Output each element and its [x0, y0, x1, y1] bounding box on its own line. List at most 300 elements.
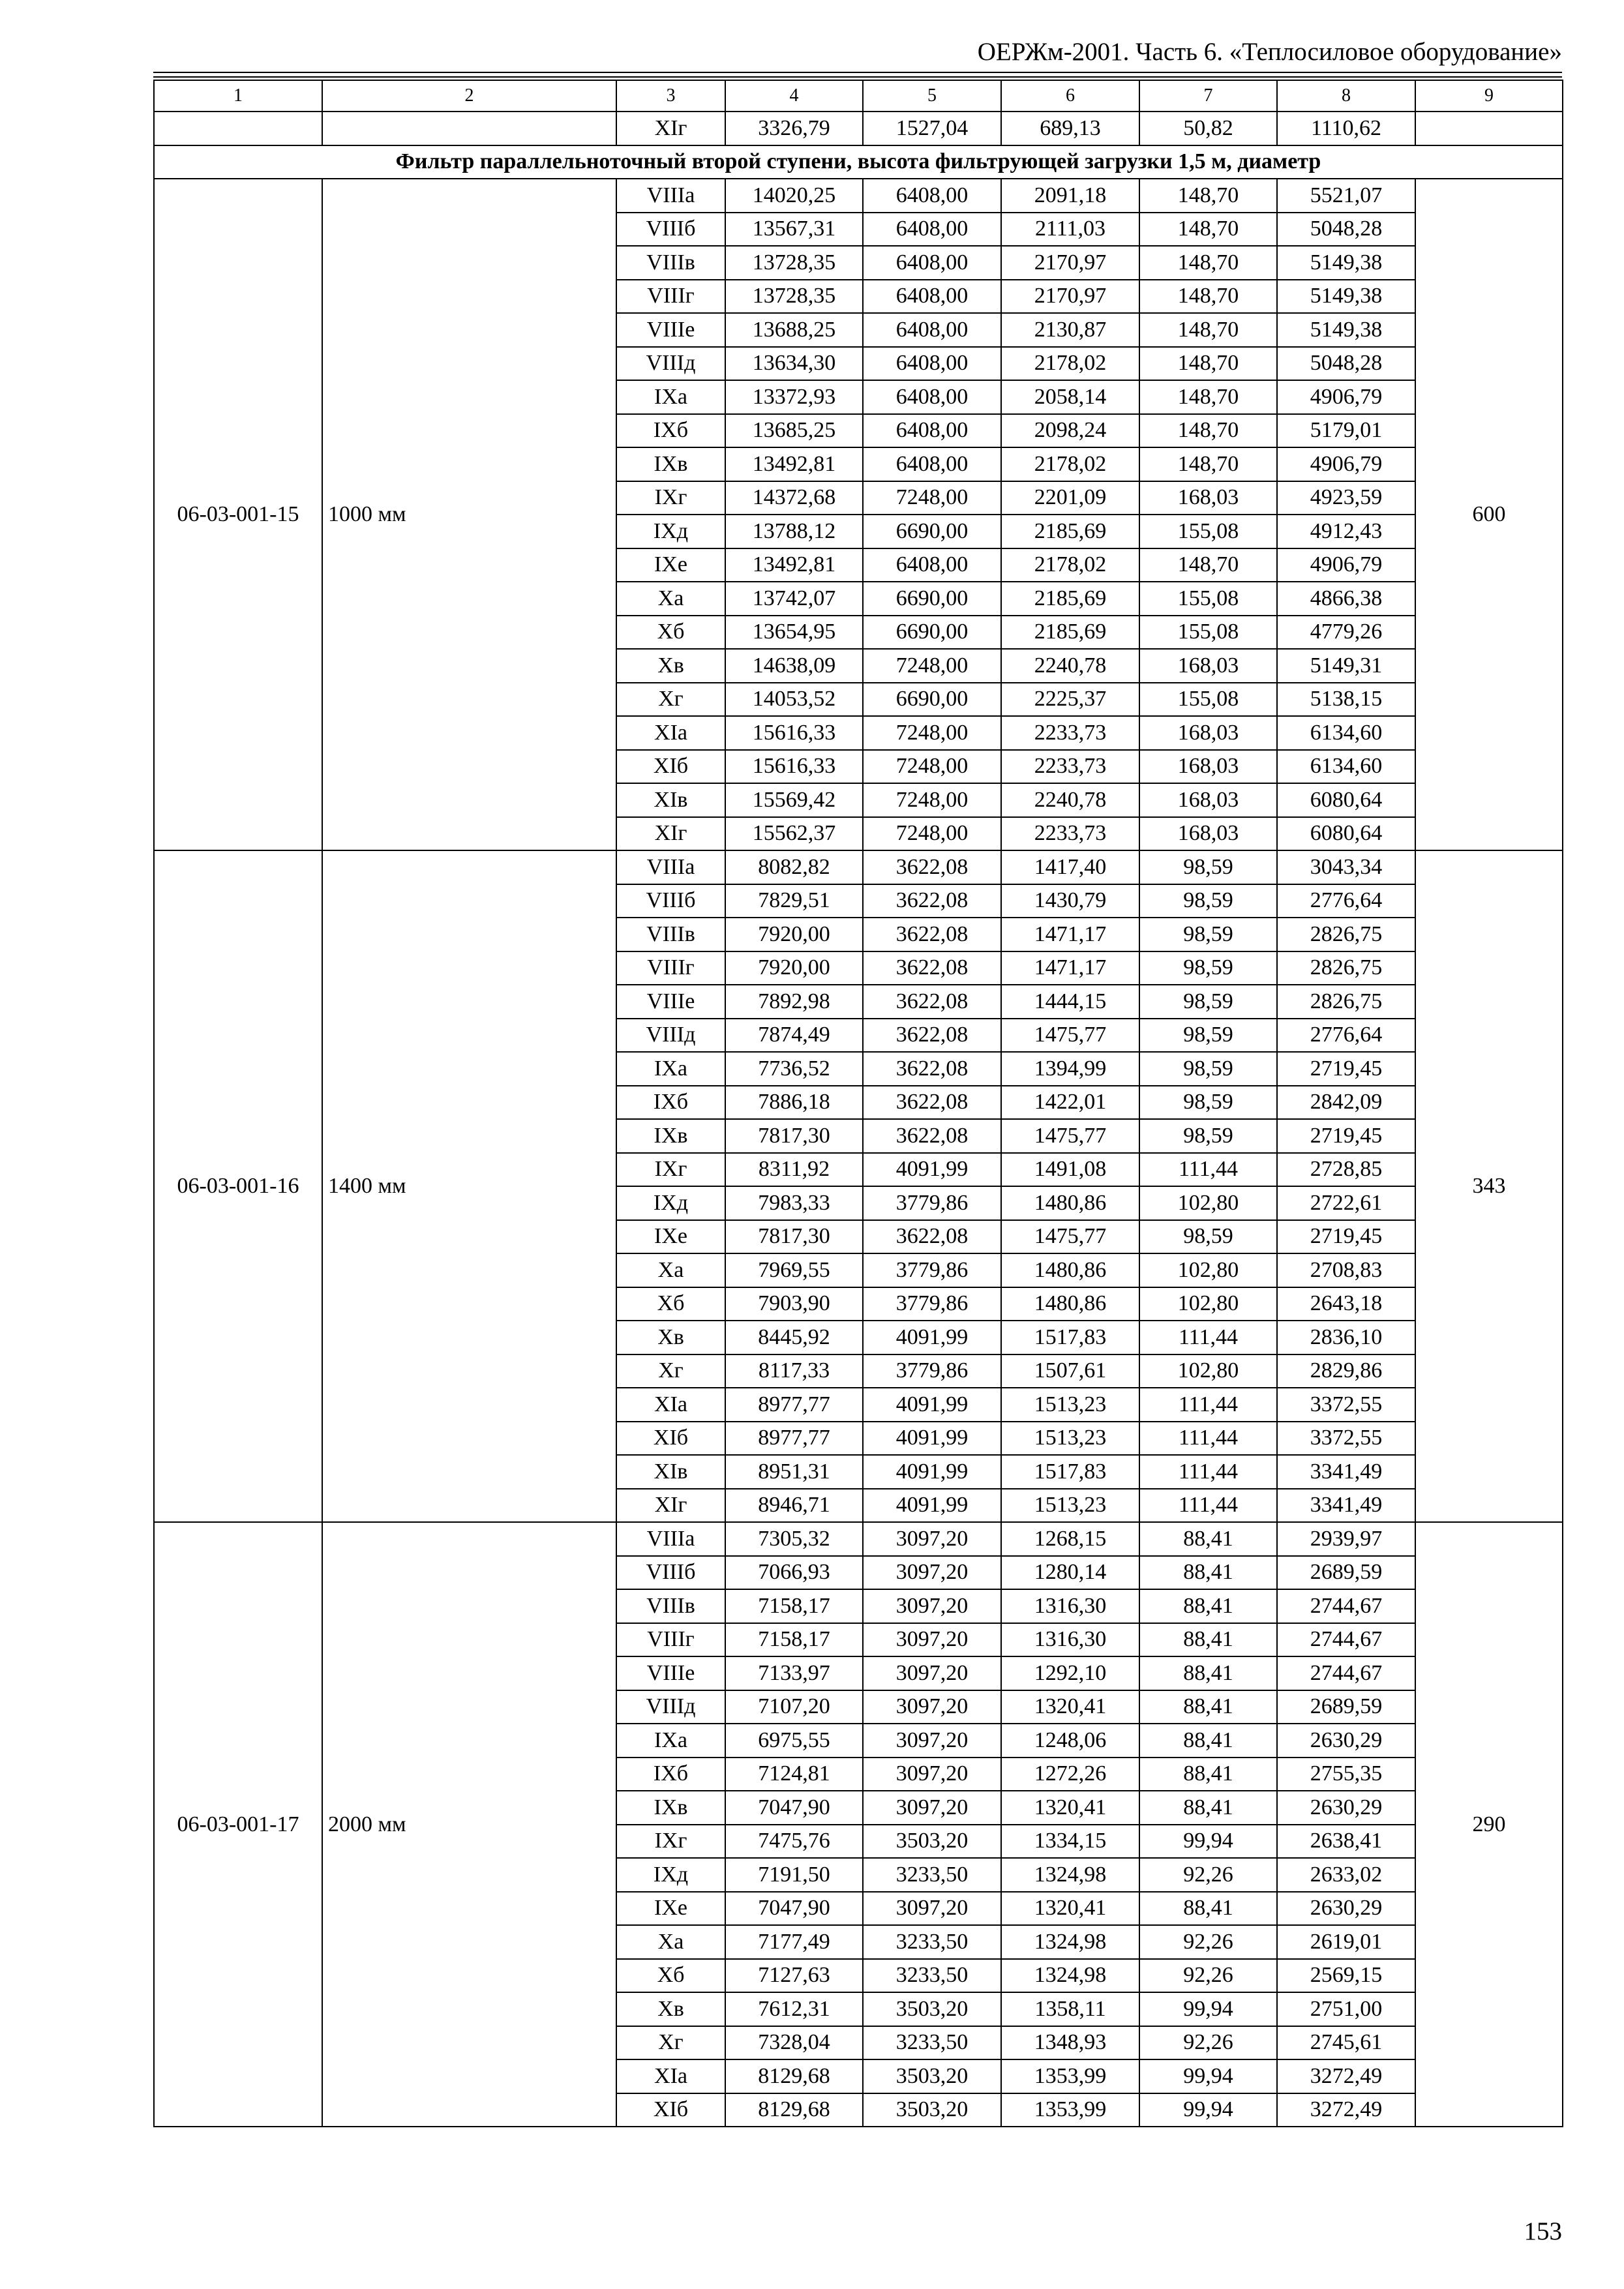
value-cell: 3503,20: [863, 2059, 1001, 2093]
value-cell: 7328,04: [725, 2026, 863, 2060]
value-cell: 1471,17: [1001, 918, 1139, 951]
page-header-title: ОЕРЖм-2001. Часть 6. «Теплосиловое оборудование»: [977, 38, 1562, 66]
value-cell: 1471,17: [1001, 951, 1139, 985]
value-cell: 7177,49: [725, 1925, 863, 1959]
value-cell: 13742,07: [725, 582, 863, 616]
value-cell: 1513,23: [1001, 1422, 1139, 1456]
value-cell: 5149,31: [1277, 649, 1415, 683]
value-cell: 15616,33: [725, 716, 863, 750]
value-cell: 1480,86: [1001, 1253, 1139, 1287]
value-cell: 3097,20: [863, 1724, 1001, 1758]
column-number: 6: [1001, 80, 1139, 112]
value-cell: 7066,93: [725, 1556, 863, 1590]
zone-cell: IXе: [616, 548, 725, 582]
value-cell: 1507,61: [1001, 1354, 1139, 1388]
value-cell: 6408,00: [863, 280, 1001, 314]
value-cell: 2240,78: [1001, 783, 1139, 817]
value-cell: 7612,31: [725, 1992, 863, 2026]
value-cell: 2719,45: [1277, 1052, 1415, 1086]
position-code: 06-03-001-17: [154, 1522, 322, 2127]
header-rule-double: [153, 76, 1562, 78]
value-cell: 99,94: [1139, 1992, 1277, 2026]
value-cell: 8977,77: [725, 1388, 863, 1422]
value-cell: 7248,00: [863, 649, 1001, 683]
value-cell: 2842,09: [1277, 1086, 1415, 1120]
value-cell: 2178,02: [1001, 447, 1139, 481]
value-cell: 7124,81: [725, 1758, 863, 1791]
value-cell: 111,44: [1139, 1455, 1277, 1489]
value-cell: 1324,98: [1001, 1925, 1139, 1959]
table-row: [154, 1522, 1563, 1556]
value-cell: 88,41: [1139, 1892, 1277, 1926]
value-cell: 3622,08: [863, 951, 1001, 985]
value-cell: 111,44: [1139, 1321, 1277, 1354]
value-cell: 98,59: [1139, 1119, 1277, 1153]
value-cell: 13728,35: [725, 246, 863, 280]
value-cell: 2643,18: [1277, 1287, 1415, 1321]
carryover-row: [154, 112, 1563, 145]
value-cell: 3272,49: [1277, 2059, 1415, 2093]
value-cell: 1320,41: [1001, 1791, 1139, 1825]
value-cell: 3097,20: [863, 1791, 1001, 1825]
value-cell: 99,94: [1139, 2059, 1277, 2093]
value-cell: 148,70: [1139, 380, 1277, 414]
value-cell: 6408,00: [863, 380, 1001, 414]
value-cell: 2233,73: [1001, 716, 1139, 750]
value-cell: 3097,20: [863, 1623, 1001, 1657]
value-cell: 1513,23: [1001, 1388, 1139, 1422]
zone-cell: Xа: [616, 1925, 725, 1959]
value-cell: 3779,86: [863, 1354, 1001, 1388]
value-cell: 7158,17: [725, 1589, 863, 1623]
value-cell: 3503,20: [863, 2093, 1001, 2127]
value-cell: 4912,43: [1277, 515, 1415, 548]
zone-cell: IXг: [616, 1825, 725, 1859]
value-cell: 2178,02: [1001, 548, 1139, 582]
zone-cell: XIб: [616, 2093, 725, 2127]
column-number-row: [154, 80, 1563, 112]
zone-cell: Xв: [616, 1992, 725, 2026]
value-cell: 88,41: [1139, 1556, 1277, 1590]
value-cell: 2630,29: [1277, 1724, 1415, 1758]
value-cell: 1292,10: [1001, 1656, 1139, 1690]
value-cell: 88,41: [1139, 1623, 1277, 1657]
value-cell: 2630,29: [1277, 1791, 1415, 1825]
value-cell: 3622,08: [863, 884, 1001, 918]
value-cell: 7248,00: [863, 481, 1001, 515]
value-cell: 1444,15: [1001, 985, 1139, 1019]
zone-cell: Xб: [616, 1959, 725, 1993]
value-cell: 6408,00: [863, 347, 1001, 381]
column-number: 2: [322, 80, 616, 112]
value-cell: 2130,87: [1001, 313, 1139, 347]
value-cell: 7920,00: [725, 918, 863, 951]
price-table: [153, 80, 1563, 2127]
value-cell: 98,59: [1139, 1086, 1277, 1120]
value-cell: 3326,79: [725, 112, 863, 145]
value-cell: 3622,08: [863, 1220, 1001, 1254]
value-cell: 7305,32: [725, 1522, 863, 1556]
value-cell: 88,41: [1139, 1758, 1277, 1791]
value-cell: 98,59: [1139, 850, 1277, 884]
value-cell: 3097,20: [863, 1522, 1001, 1556]
value-cell: 4906,79: [1277, 447, 1415, 481]
value-cell: 3622,08: [863, 850, 1001, 884]
value-cell: 7886,18: [725, 1086, 863, 1120]
value-cell: 99,94: [1139, 2093, 1277, 2127]
value-cell: 5149,38: [1277, 313, 1415, 347]
zone-cell: IXе: [616, 1220, 725, 1254]
value-cell: 689,13: [1001, 112, 1139, 145]
value-cell: 2689,59: [1277, 1690, 1415, 1724]
value-cell: 7874,49: [725, 1019, 863, 1053]
zone-cell: XIа: [616, 2059, 725, 2093]
value-cell: 8129,68: [725, 2059, 863, 2093]
value-cell: 2633,02: [1277, 1858, 1415, 1892]
value-cell: 7920,00: [725, 951, 863, 985]
position-name: 1000 мм: [322, 179, 616, 850]
value-cell: 3622,08: [863, 1052, 1001, 1086]
value-cell: 3233,50: [863, 1925, 1001, 1959]
value-cell: 8445,92: [725, 1321, 863, 1354]
column-number: 4: [725, 80, 863, 112]
value-cell: 2569,15: [1277, 1959, 1415, 1993]
zone-cell: XIб: [616, 750, 725, 784]
value-cell: 2722,61: [1277, 1186, 1415, 1220]
column-number: 5: [863, 80, 1001, 112]
value-cell: 155,08: [1139, 515, 1277, 548]
value-cell: 13567,31: [725, 213, 863, 247]
value-cell: 98,59: [1139, 1052, 1277, 1086]
value-cell: 1320,41: [1001, 1690, 1139, 1724]
zone-cell: Xв: [616, 1321, 725, 1354]
value-cell: 2058,14: [1001, 380, 1139, 414]
value-cell: 3622,08: [863, 1119, 1001, 1153]
value-cell: 98,59: [1139, 1019, 1277, 1053]
value-cell: 7248,00: [863, 783, 1001, 817]
value-cell: 2755,35: [1277, 1758, 1415, 1791]
value-cell: 6690,00: [863, 616, 1001, 650]
zone-cell: VIIIг: [616, 280, 725, 314]
zone-cell: VIIIд: [616, 347, 725, 381]
value-cell: 7892,98: [725, 985, 863, 1019]
value-cell: 7248,00: [863, 817, 1001, 851]
value-cell: 3341,49: [1277, 1489, 1415, 1523]
value-cell: 6408,00: [863, 213, 1001, 247]
value-cell: 8117,33: [725, 1354, 863, 1388]
column-9-value: 343: [1415, 850, 1563, 1522]
page-number: 153: [1524, 2217, 1562, 2245]
value-cell: 6408,00: [863, 313, 1001, 347]
value-cell: 1316,30: [1001, 1589, 1139, 1623]
value-cell: 6408,00: [863, 447, 1001, 481]
value-cell: 13654,95: [725, 616, 863, 650]
zone-cell: XIг: [616, 112, 725, 145]
value-cell: 111,44: [1139, 1489, 1277, 1523]
zone-cell: IXв: [616, 447, 725, 481]
value-cell: 102,80: [1139, 1186, 1277, 1220]
value-cell: 8311,92: [725, 1153, 863, 1187]
value-cell: 102,80: [1139, 1287, 1277, 1321]
value-cell: 7475,76: [725, 1825, 863, 1859]
zone-cell: IXб: [616, 1758, 725, 1791]
zone-cell: VIIIв: [616, 918, 725, 951]
value-cell: 1517,83: [1001, 1455, 1139, 1489]
value-cell: 2939,97: [1277, 1522, 1415, 1556]
value-cell: 3272,49: [1277, 2093, 1415, 2127]
table-body: [154, 112, 1563, 2127]
zone-cell: Xг: [616, 2026, 725, 2060]
header-rule: [153, 72, 1562, 73]
zone-cell: Xб: [616, 616, 725, 650]
value-cell: 111,44: [1139, 1388, 1277, 1422]
value-cell: 4779,26: [1277, 616, 1415, 650]
value-cell: 4091,99: [863, 1153, 1001, 1187]
zone-cell: XIг: [616, 817, 725, 851]
column-number: 7: [1139, 80, 1277, 112]
zone-cell: Xг: [616, 1354, 725, 1388]
value-cell: 5048,28: [1277, 347, 1415, 381]
value-cell: 2619,01: [1277, 1925, 1415, 1959]
value-cell: 92,26: [1139, 2026, 1277, 2060]
value-cell: 8951,31: [725, 1455, 863, 1489]
value-cell: 2836,10: [1277, 1321, 1415, 1354]
value-cell: 13372,93: [725, 380, 863, 414]
zone-cell: Xа: [616, 582, 725, 616]
value-cell: 3097,20: [863, 1656, 1001, 1690]
value-cell: 1272,26: [1001, 1758, 1139, 1791]
value-cell: 1268,15: [1001, 1522, 1139, 1556]
value-cell: 3779,86: [863, 1253, 1001, 1287]
value-cell: 2719,45: [1277, 1220, 1415, 1254]
zone-cell: Xг: [616, 683, 725, 717]
value-cell: 92,26: [1139, 1858, 1277, 1892]
value-cell: 6080,64: [1277, 783, 1415, 817]
value-cell: 168,03: [1139, 783, 1277, 817]
value-cell: 98,59: [1139, 951, 1277, 985]
value-cell: 1491,08: [1001, 1153, 1139, 1187]
empty-cell: [322, 112, 616, 145]
value-cell: 13492,81: [725, 548, 863, 582]
zone-cell: VIIIд: [616, 1690, 725, 1724]
value-cell: 3622,08: [863, 1019, 1001, 1053]
value-cell: 148,70: [1139, 414, 1277, 448]
zone-cell: VIIIа: [616, 179, 725, 213]
value-cell: 7047,90: [725, 1791, 863, 1825]
value-cell: 6134,60: [1277, 716, 1415, 750]
value-cell: 1513,23: [1001, 1489, 1139, 1523]
value-cell: 3779,86: [863, 1287, 1001, 1321]
value-cell: 1480,86: [1001, 1186, 1139, 1220]
zone-cell: IXг: [616, 481, 725, 515]
zone-cell: VIIIе: [616, 313, 725, 347]
empty-cell: [154, 112, 322, 145]
value-cell: 168,03: [1139, 649, 1277, 683]
value-cell: 1527,04: [863, 112, 1001, 145]
value-cell: 4091,99: [863, 1388, 1001, 1422]
value-cell: 15616,33: [725, 750, 863, 784]
value-cell: 3097,20: [863, 1690, 1001, 1724]
value-cell: 5138,15: [1277, 683, 1415, 717]
zone-cell: VIIIа: [616, 850, 725, 884]
value-cell: 2728,85: [1277, 1153, 1415, 1187]
value-cell: 4923,59: [1277, 481, 1415, 515]
value-cell: 1353,99: [1001, 2093, 1139, 2127]
zone-cell: XIа: [616, 1388, 725, 1422]
value-cell: 6975,55: [725, 1724, 863, 1758]
zone-cell: IXб: [616, 1086, 725, 1120]
value-cell: 7127,63: [725, 1959, 863, 1993]
value-cell: 2185,69: [1001, 515, 1139, 548]
value-cell: 2689,59: [1277, 1556, 1415, 1590]
value-cell: 148,70: [1139, 213, 1277, 247]
value-cell: 111,44: [1139, 1153, 1277, 1187]
zone-cell: IXа: [616, 1724, 725, 1758]
value-cell: 3097,20: [863, 1892, 1001, 1926]
value-cell: 98,59: [1139, 918, 1277, 951]
value-cell: 7817,30: [725, 1119, 863, 1153]
value-cell: 1480,86: [1001, 1287, 1139, 1321]
zone-cell: IXд: [616, 515, 725, 548]
value-cell: 4091,99: [863, 1422, 1001, 1456]
value-cell: 92,26: [1139, 1925, 1277, 1959]
value-cell: 2185,69: [1001, 616, 1139, 650]
value-cell: 1417,40: [1001, 850, 1139, 884]
value-cell: 2098,24: [1001, 414, 1139, 448]
value-cell: 6690,00: [863, 683, 1001, 717]
value-cell: 1348,93: [1001, 2026, 1139, 2060]
value-cell: 168,03: [1139, 716, 1277, 750]
value-cell: 2708,83: [1277, 1253, 1415, 1287]
value-cell: 50,82: [1139, 112, 1277, 145]
value-cell: 98,59: [1139, 985, 1277, 1019]
value-cell: 2776,64: [1277, 884, 1415, 918]
value-cell: 1394,99: [1001, 1052, 1139, 1086]
column-9-value: 290: [1415, 1522, 1563, 2127]
value-cell: 3097,20: [863, 1556, 1001, 1590]
position-code: 06-03-001-16: [154, 850, 322, 1522]
zone-cell: IXа: [616, 1052, 725, 1086]
value-cell: 7107,20: [725, 1690, 863, 1724]
value-cell: 1320,41: [1001, 1892, 1139, 1926]
zone-cell: VIIIв: [616, 1589, 725, 1623]
value-cell: 5521,07: [1277, 179, 1415, 213]
value-cell: 7817,30: [725, 1220, 863, 1254]
value-cell: 1430,79: [1001, 884, 1139, 918]
zone-cell: IXд: [616, 1186, 725, 1220]
value-cell: 4906,79: [1277, 548, 1415, 582]
value-cell: 5179,01: [1277, 414, 1415, 448]
value-cell: 7248,00: [863, 716, 1001, 750]
zone-cell: Xа: [616, 1253, 725, 1287]
value-cell: 155,08: [1139, 616, 1277, 650]
value-cell: 4091,99: [863, 1455, 1001, 1489]
value-cell: 13788,12: [725, 515, 863, 548]
value-cell: 8082,82: [725, 850, 863, 884]
value-cell: 4091,99: [863, 1489, 1001, 1523]
value-cell: 2185,69: [1001, 582, 1139, 616]
value-cell: 3779,86: [863, 1186, 1001, 1220]
value-cell: 148,70: [1139, 447, 1277, 481]
value-cell: 1110,62: [1277, 112, 1415, 145]
value-cell: 7736,52: [725, 1052, 863, 1086]
value-cell: 1475,77: [1001, 1220, 1139, 1254]
value-cell: 14020,25: [725, 179, 863, 213]
value-cell: 5149,38: [1277, 280, 1415, 314]
value-cell: 102,80: [1139, 1253, 1277, 1287]
value-cell: 7248,00: [863, 750, 1001, 784]
value-cell: 98,59: [1139, 884, 1277, 918]
zone-cell: IXв: [616, 1119, 725, 1153]
value-cell: 148,70: [1139, 548, 1277, 582]
value-cell: 1324,98: [1001, 1959, 1139, 1993]
value-cell: 3233,50: [863, 2026, 1001, 2060]
value-cell: 3341,49: [1277, 1455, 1415, 1489]
value-cell: 13492,81: [725, 447, 863, 481]
value-cell: 1475,77: [1001, 1119, 1139, 1153]
value-cell: 7191,50: [725, 1858, 863, 1892]
value-cell: 7903,90: [725, 1287, 863, 1321]
value-cell: 3503,20: [863, 1992, 1001, 2026]
value-cell: 102,80: [1139, 1354, 1277, 1388]
section-title: Фильтр параллельноточный второй ступени, высота фильтрующей загрузки 1,5 м, диаметр: [154, 145, 1563, 179]
value-cell: 2091,18: [1001, 179, 1139, 213]
value-cell: 15562,37: [725, 817, 863, 851]
zone-cell: VIIIд: [616, 1019, 725, 1053]
value-cell: 2201,09: [1001, 481, 1139, 515]
value-cell: 13685,25: [725, 414, 863, 448]
value-cell: 2170,97: [1001, 246, 1139, 280]
value-cell: 1422,01: [1001, 1086, 1139, 1120]
column-9-value: 600: [1415, 179, 1563, 850]
zone-cell: VIIIб: [616, 213, 725, 247]
zone-cell: XIг: [616, 1489, 725, 1523]
value-cell: 2178,02: [1001, 347, 1139, 381]
value-cell: 2826,75: [1277, 918, 1415, 951]
value-cell: 6690,00: [863, 582, 1001, 616]
value-cell: 148,70: [1139, 347, 1277, 381]
value-cell: 13728,35: [725, 280, 863, 314]
value-cell: 1248,06: [1001, 1724, 1139, 1758]
value-cell: 6408,00: [863, 414, 1001, 448]
value-cell: 6690,00: [863, 515, 1001, 548]
zone-cell: IXг: [616, 1153, 725, 1187]
value-cell: 3233,50: [863, 1959, 1001, 1993]
value-cell: 2744,67: [1277, 1656, 1415, 1690]
value-cell: 3233,50: [863, 1858, 1001, 1892]
position-name: 1400 мм: [322, 850, 616, 1522]
value-cell: 148,70: [1139, 280, 1277, 314]
zone-cell: IXе: [616, 1892, 725, 1926]
value-cell: 3503,20: [863, 1825, 1001, 1859]
value-cell: 8129,68: [725, 2093, 863, 2127]
zone-cell: IXв: [616, 1791, 725, 1825]
value-cell: 3622,08: [863, 918, 1001, 951]
value-cell: 2233,73: [1001, 817, 1139, 851]
value-cell: 1358,11: [1001, 1992, 1139, 2026]
value-cell: 2744,67: [1277, 1623, 1415, 1657]
value-cell: 2111,03: [1001, 213, 1139, 247]
zone-cell: XIв: [616, 783, 725, 817]
value-cell: 3372,55: [1277, 1422, 1415, 1456]
value-cell: 148,70: [1139, 313, 1277, 347]
value-cell: 7133,97: [725, 1656, 863, 1690]
value-cell: 8946,71: [725, 1489, 863, 1523]
value-cell: 2744,67: [1277, 1589, 1415, 1623]
value-cell: 2630,29: [1277, 1892, 1415, 1926]
value-cell: 4906,79: [1277, 380, 1415, 414]
value-cell: 1517,83: [1001, 1321, 1139, 1354]
